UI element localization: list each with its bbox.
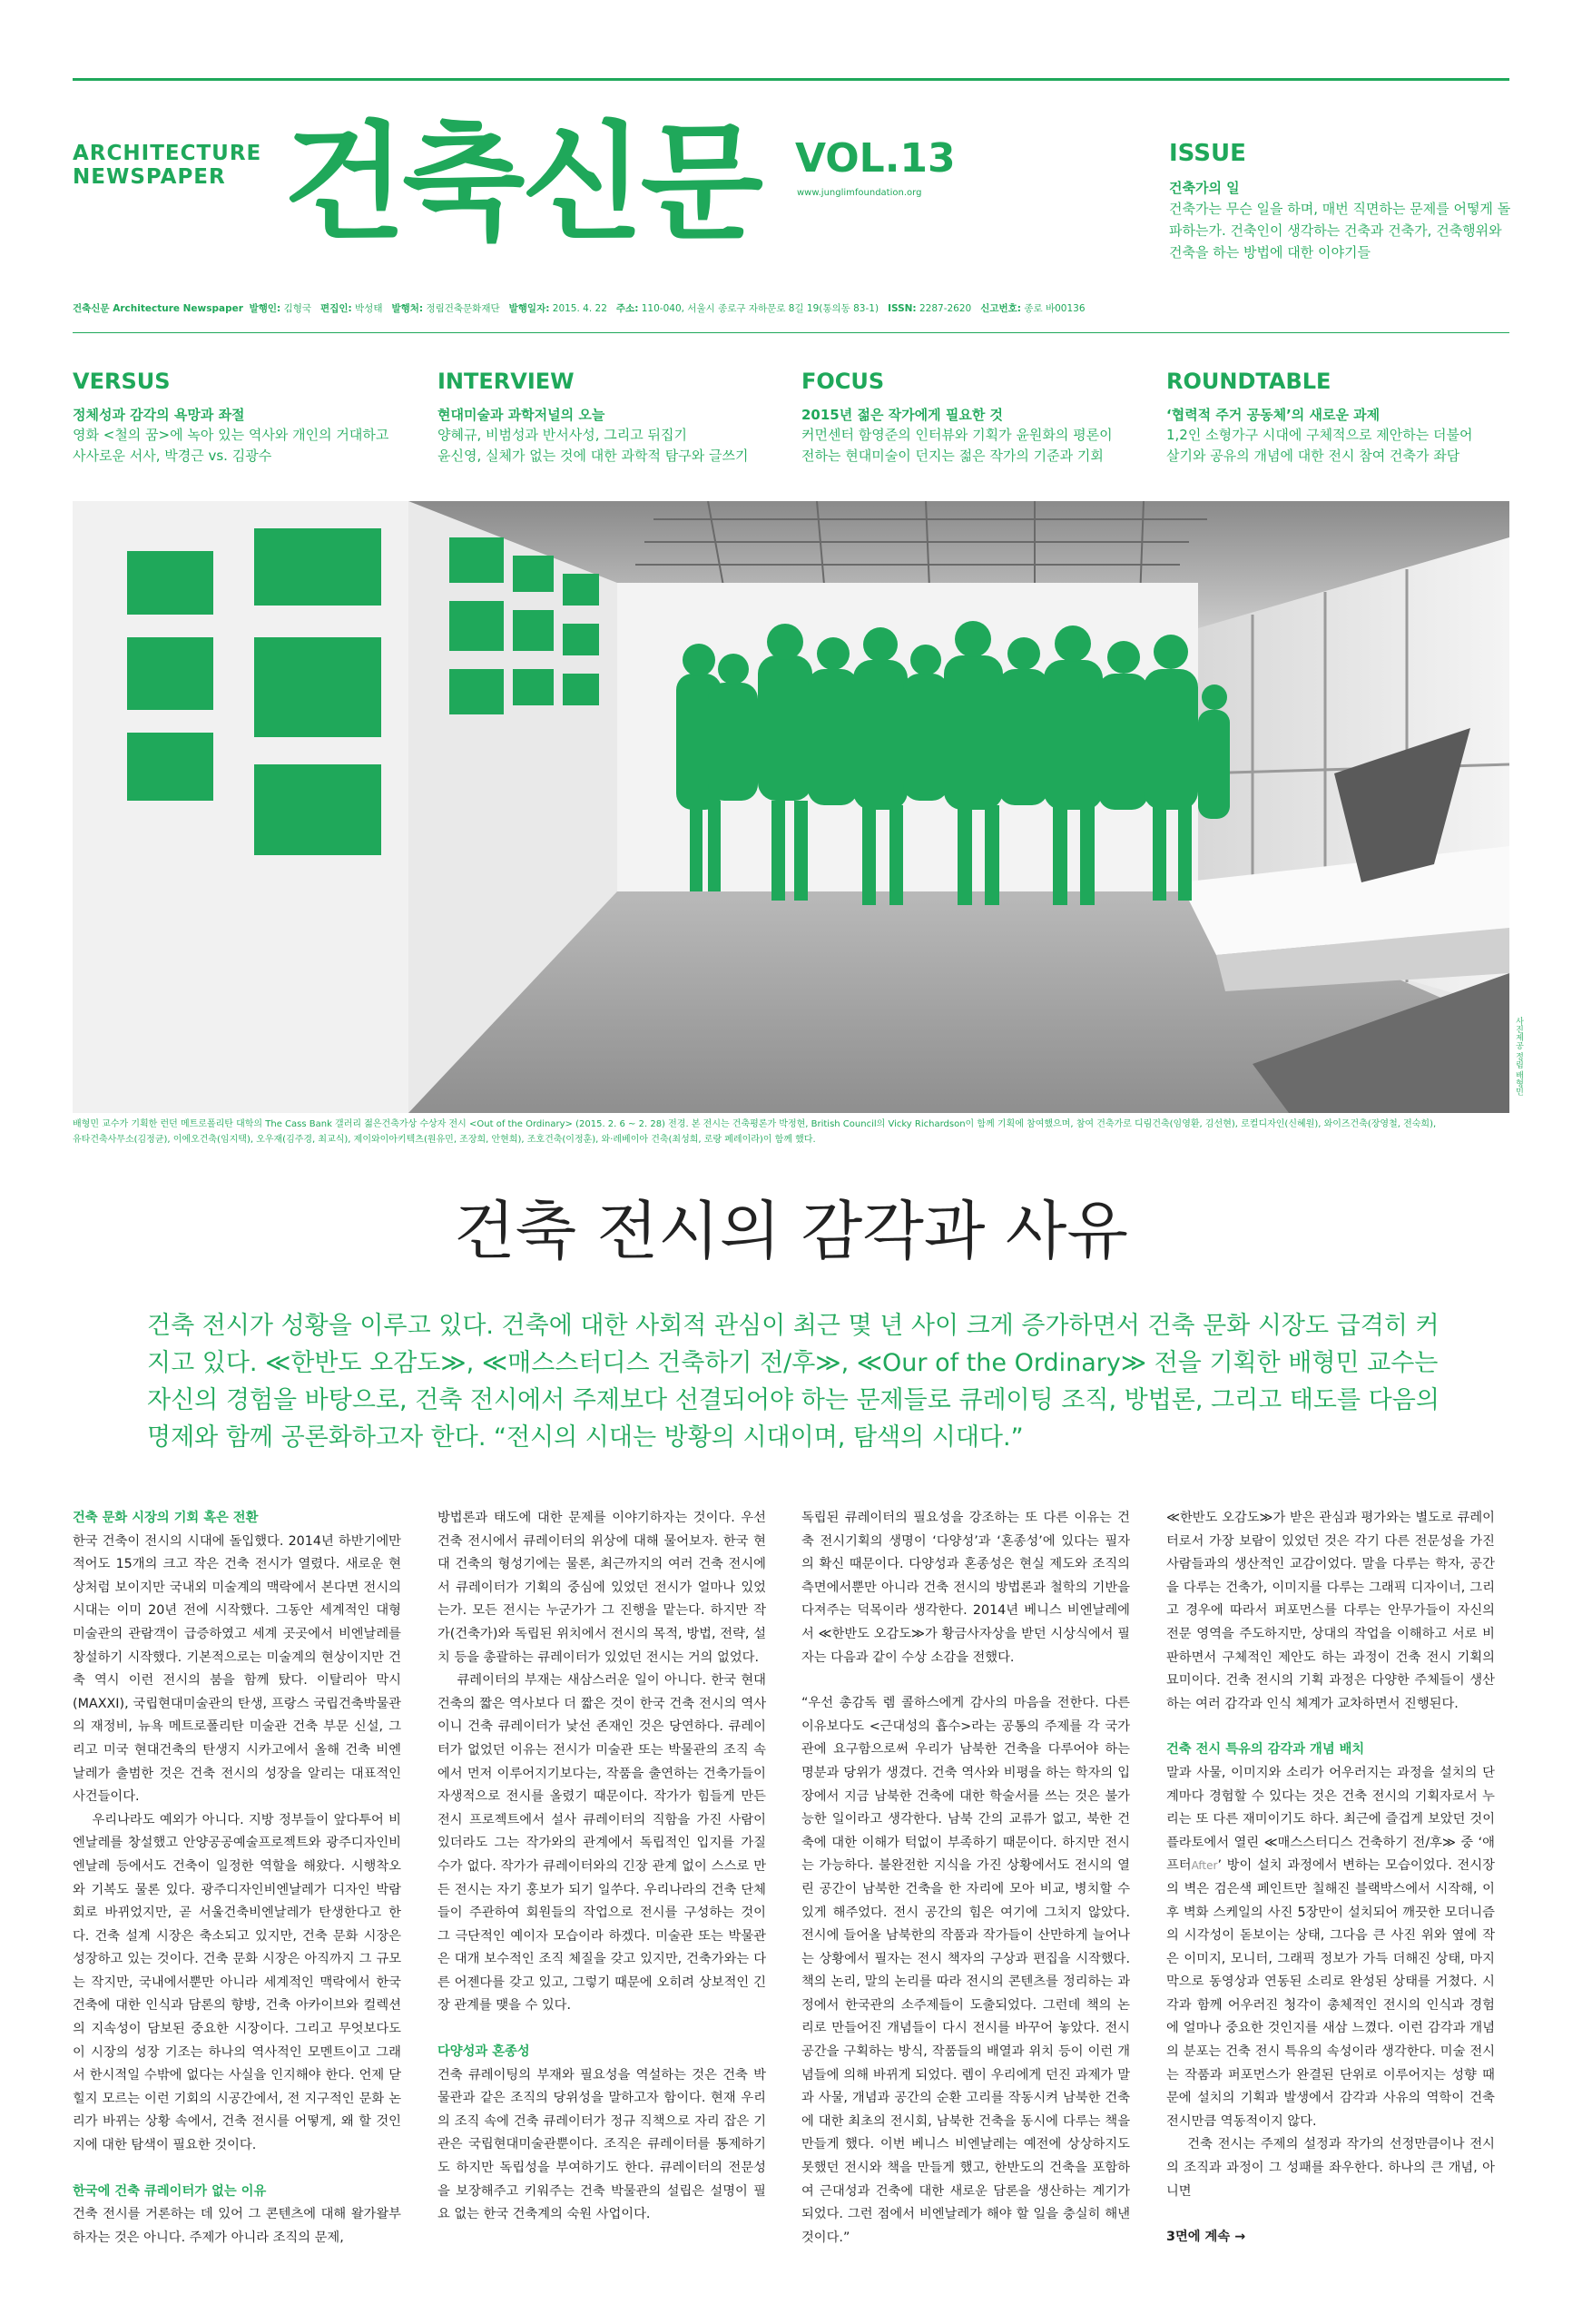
pub-label-address: 주소: — [615, 303, 639, 314]
paragraph — [1166, 2133, 1495, 2203]
website-url[interactable]: www.junglimfoundation.org — [797, 188, 922, 198]
section-line: 1,2인 소형가구 시대에 구체적으로 제안하는 더불어 — [1166, 427, 1473, 443]
section-line: 양혜규, 비범성과 반서사성, 그리고 뒤집기 — [437, 427, 687, 443]
paragraph-text: ’ 방이 설치 과정에서 변하는 모습이었다. 전시장의 벽은 검은색 페인트만 칠해진 블랙박스에서 시작해, 이후 벽화 스케일의 사진 5장만이 설치되어 깨끗한 모더니즘의 시각성이 돋보이는 상태, 그다음 큰 사진 위와 옆에 작은 이미지, 모니터, 그래픽 정보가 가득 더해진 상태, 마지막으로 동영상과 연동된 소리로 완성된 상태를 거쳤다. 시각과 함께 어우러진 청각이 총체적인 전시의 인식과 경험에 얼마나 중요한 것인지를 새삼 느꼈다. 이런 감각과 개념의 분포는 건축 전시 특유의 속성이라 생각한다. 미술 전시는 작품과 퍼포먼스가 완결된 단위로 이루어지는 성향 때문에 설치의 기획과 발생에서 감각과 사유의 역학이 건축 전시만큼 역동적이지 않다. — [1166, 1858, 1495, 2129]
section-rule — [73, 332, 1509, 333]
pub-label-publisher: 발행인: — [249, 303, 281, 314]
masthead-title: 건축신문 — [283, 110, 760, 258]
photo-credit: 사진제공 정림 배형민 — [1514, 1017, 1523, 1096]
pub-issn: 2287-2620 — [919, 303, 972, 314]
after-word: After — [1191, 1859, 1218, 1873]
section-line: 사사로운 서사, 박경근 vs. 김광수 — [73, 448, 272, 464]
exhibition-photo-illustration — [73, 501, 1509, 1113]
paragraph-text: 우리나라도 예외가 아니다. 지방 정부들이 앞다투어 비엔날레를 창설했고 안양공공예술프로젝트와 광주디자인비엔날레 등에서도 건축이 일정한 역할을 해왔다. 시행착오와 기복도 물론 있다. 광주디자인비엔날레가 디자인 박람회로 바뀌었지만, 곧 서울건축비엔날레가 탄생한다고 한다. 건축 설계 시장은 축소되고 있지만, 건축 문화 시장은 성장하고 있는 것이다. 건축 문화 시장은 아직까지 그 규모는 작지만, 국내에서뿐만 아니라 세계적인 맥락에서 한국 건축에 대한 인식과 담론의 향방, 건축 아카이브와 컬렉션의 지속성이 담보된 중요한 시장이다. 그리고 무엇보다도 이 시장의 성장 기조는 하나의 역사적인 모멘트이고 그래서 한시적일 수밖에 없다는 사실을 인지해야 한다. 언제 닫힐지 모르는 이런 기회의 시공간에서, 전 지구적인 문화 논리가 바뀌는 상황 속에서, 건축 전시를 어떻게, 왜 할 것인지에 대한 탐색이 필요한 것이다. — [73, 1812, 401, 2153]
pub-address: 110-040, 서울시 종로구 자하문로 8길 19(통의동 83-1) — [641, 303, 879, 314]
quote-paragraph: “우선 총감독 렘 콜하스에게 감사의 마음을 전한다. 다른 이유보다도 <근대성의 흡수>라는 공통의 주제를 각 국가관에 요구함으로써 우리가 남북한 건축을 다루어야 하는 명분과 당위가 생겼다. 건축 역사와 비평을 하는 학자의 입장에서 지금 남북한 건축에 대한 학술서를 쓰는 것은 불가능한 일이라고 생각한다. 남북 간의 교류가 없고, 북한 건축에 대한 이해가 턱없이 부족하기 때문이다. 하지만 전시는 가능하다. 불완전한 지식을 가진 상황에서도 전시의 열린 공간이 남북한 건축을 한 자리에 모아 비교, 병치할 수 있게 해주었다. 전시 공간의 힘은 여기에 그치지 않았다. 전시에 들어올 남북한의 작품과 작가들이 산만하게 늘어나는 상황에서 필자는 전시 책자의 구상과 편집을 시작했다. 책의 논리, 말의 논리를 따라 전시의 콘텐츠를 정리하는 과정에서 한국관의 소주제들이 도출되었다. 그런데 책의 논리로 만들어진 개념들이 다시 전시를 바꾸어 놓았다. 전시 공간을 구획하는 방식, 작품들의 배열과 위치 등이 이런 개념들에 의해 바뀌게 되었다. 렘이 우리에게 던진 과제가 말과 사물, 개념과 공간의 순환 고리를 작동시켜 남북한 건축에 대한 최초의 전시회, 남북한 건축을 동시에 다루는 책을 만들게 했다. 이번 베니스 비엔날레는 예전에 상상하지도 못했던 전시와 책을 만들게 했고, 한반도의 건축을 포함하여 근대성과 건축에 대한 새로운 담론을 생산하는 계기가 되었다. 그런 점에서 비엔날레가 해야 할 일을 충실히 해낸 것이다.” — [801, 1696, 1130, 2245]
section-line: 영화 <철의 꿈>에 녹아 있는 역사와 개인의 거대하고 — [73, 427, 389, 443]
masthead-label-line1: ARCHITECTURE — [73, 142, 262, 165]
section-versus[interactable] — [73, 367, 418, 467]
pub-label-date: 발행일자: — [508, 303, 550, 314]
issue-body: 건축가는 무슨 일을 하며, 매번 직면하는 문제를 어떻게 돌파하는가. 건축인이 생각하는 건축과 건축가, 건축행위와 건축을 하는 방법에 대한 이야기들 — [1169, 201, 1511, 261]
continue-link[interactable]: 3면에 계속 → — [1166, 2230, 1246, 2245]
issue-heading: ISSUE — [1169, 140, 1246, 167]
section-line: 커먼센터 함영준의 인터뷰와 기획가 윤원화의 평론이 — [801, 427, 1113, 443]
pub-name: 건축신문 Architecture Newspaper — [73, 303, 243, 314]
subheading: 한국에 건축 큐레이터가 없는 이유 — [73, 2183, 267, 2199]
paragraph: 방법론과 태도에 대한 문제를 이야기하자는 것이다. 우선 건축 전시에서 큐레이터의 위상에 대해 물어보자. 한국 현대 건축의 형성기에는 물론, 최근까지의 여러 건축 전시에서 큐레이터가 기획의 중심에 있었던 전시가 얼마나 있었는가. 모든 전시는 누군가가 그 진행을 맡는다. 하지만 작가(건축가)와 독립된 위치에서 전시의 목적, 방법, 전략, 설치 등을 총괄하는 큐레이터가 있었던 전시는 거의 없었다. — [437, 1511, 766, 1665]
subheading: 건축 문화 시장의 기회 혹은 전환 — [73, 1511, 259, 1525]
section-heading: FOCUS — [801, 369, 885, 394]
pub-publisher: 김형국 — [283, 303, 312, 314]
section-subtitle: 정체성과 감각의 욕망과 좌절 — [73, 407, 245, 423]
section-subtitle: ‘협력적 주거 공동체’의 새로운 과제 — [1166, 407, 1381, 423]
pub-issuer: 정림건축문화재단 — [426, 303, 500, 314]
article-headline: 건축 전시의 감각과 사유 — [454, 1194, 1128, 1268]
paragraph: 독립된 큐레이터의 필요성을 강조하는 또 다른 이유는 건축 전시기획의 생명이 ‘다양성’과 ‘혼종성’에 있다는 필자의 확신 때문이다. 다양성과 혼종성은 현실 제도와 조직의 측면에서뿐만 아니라 건축 전시의 방법론과 철학의 기반을 다져주는 덕목이라 생각한다. 2014년 베니스 비엔날레에서 ≪한반도 오감도≫가 황금사자상을 받던 시상식에서 필자는 다음과 같이 수상 소감을 전했다. — [801, 1511, 1130, 1665]
paragraph: 건축 전시를 거론하는 데 있어 그 콘텐츠에 대해 왈가왈부하자는 것은 아니다. 주제가 아니라 조직의 문제, — [73, 2207, 401, 2245]
top-rule — [73, 78, 1509, 81]
paragraph — [437, 1669, 766, 2018]
photo-caption — [73, 1117, 1498, 1147]
section-line: 전하는 현대미술이 던지는 젊은 작가의 기준과 기회 — [801, 448, 1104, 464]
pub-registration: 종로 바00136 — [1024, 303, 1086, 314]
article-column-1 — [73, 1507, 401, 2250]
exhibition-photo — [73, 501, 1509, 1113]
paragraph-text: 말과 사물, 이미지와 소리가 어우러지는 과정을 설치의 단계마다 경험할 수 있다는 것은 건축 전시의 기획자로서 누리는 또 다른 재미이기도 하다. 최근에 즐겁게 보았던 것이 플라토에서 열린 ≪매스스터디스 건축하기 전/후≫ 중 ‘애프터 — [1166, 1765, 1495, 1874]
volume-number: VOL.13 — [795, 135, 956, 182]
subheading: 다양성과 혼종성 — [437, 2044, 530, 2060]
article-column-4 — [1166, 1507, 1495, 2250]
section-subtitle: 2015년 젊은 작가에게 필요한 것 — [801, 407, 1004, 423]
section-heading: VERSUS — [73, 369, 171, 394]
section-focus[interactable] — [801, 367, 1146, 467]
paragraph — [1166, 1762, 1495, 2134]
pub-label-issn: ISSN: — [888, 303, 917, 314]
pub-label-issuer: 발행처: — [391, 303, 424, 314]
masthead-label-line2: NEWSPAPER — [73, 165, 226, 189]
section-subtitle: 현대미술과 과학저널의 오늘 — [437, 407, 605, 423]
section-roundtable[interactable] — [1166, 367, 1511, 467]
article-column-3 — [801, 1507, 1130, 2250]
paragraph-text: 건축 전시는 주제의 설정과 작가의 선정만큼이나 전시의 조직과 과정이 그 성패를 좌우한다. 하나의 큰 개념, 아니면 — [1166, 2137, 1495, 2199]
paragraph: 한국 건축이 전시의 시대에 돌입했다. 2014년 하반기에만 적어도 15개의 크고 작은 건축 전시가 열렸다. 새로운 현상처럼 보이지만 국내외 미술계의 맥락에서 본다면 전시의 시대는 이미 20년 전에 시작했다. 그동안 세계적인 대형 미술관의 관람객이 급증하였고 세계 곳곳에서 비엔날레를 창설하기 시작했다. 기본적으로는 미술계의 현상이지만 건축 역시 이런 전시의 붐을 함께 탔다. 이탈리아 막시(MAXXI), 국립현대미술관의 탄생, 프랑스 국립건축박물관의 재정비, 뉴욕 메트로폴리탄 미술관 건축 부문 신설, 그리고 미국 현대건축의 탄생지 시카고에서 올해 건축 비엔날레가 출범한 것은 건축 전시의 성장을 알리는 대표적인 사건들이다. — [73, 1533, 401, 1805]
article-column-2 — [437, 1507, 766, 2227]
section-heading: ROUNDTABLE — [1166, 369, 1331, 394]
paragraph: 건축 큐레이팅의 부재와 필요성을 역설하는 것은 건축 박물관과 같은 조직의 당위성을 말하고자 함이다. 현재 우리의 조직 속에 건축 큐레이터가 정규 직책으로 자리 잡은 기관은 국립현대미술관뿐이다. 조직은 큐레이터를 통제하기도 하지만 독립성을 부여하기도 한다. 큐레이터의 전문성을 보장해주고 키워주는 건축 박물관의 설립은 설명이 필요 없는 한국 건축계의 숙원 사업이다. — [437, 2067, 766, 2222]
issue-subtitle: 건축가의 일 — [1169, 180, 1240, 196]
pub-editor: 박성태 — [355, 303, 383, 314]
section-line: 살기와 공유의 개념에 대한 전시 참여 건축가 좌담 — [1166, 448, 1460, 464]
publication-info — [73, 301, 1086, 315]
article-lead: 건축 전시가 성황을 이루고 있다. 건축에 대한 사회적 관심이 최근 몇 년 사이 크게 증가하면서 건축 문화 시장도 급격히 커지고 있다. ≪한반도 오감도≫, ≪매스스터디스 건축하기 전/후≫, ≪Our of the Ordinary≫ 전을 기획한 배형민 교수는 자신의 경험을 바탕으로, 건축 전시에서 주제보다 선결되어야 하는 문제들로 큐레이팅 조직, 방법론, 그리고 태도를 다음의 명제와 함께 공론화하고자 한다. “전시의 시대는 방황의 시대이며, 탐색의 시대다.” — [147, 1312, 1440, 1452]
masthead-label — [73, 142, 261, 189]
section-interview[interactable] — [437, 367, 782, 467]
issue-box — [1169, 138, 1514, 263]
section-heading: INTERVIEW — [437, 369, 575, 394]
paragraph — [73, 1809, 401, 2158]
section-line: 윤신영, 실체가 없는 것에 대한 과학적 탐구와 글쓰기 — [437, 448, 749, 464]
subheading: 건축 전시 특유의 감각과 개념 배치 — [1166, 1742, 1365, 1758]
pub-date: 2015. 4. 22 — [552, 303, 607, 314]
paragraph-text: 큐레이터의 부재는 새삼스러운 일이 아니다. 한국 현대 건축의 짧은 역사보다 더 짧은 것이 한국 건축 전시의 역사이니 건축 큐레이터가 낯선 존재인 것은 당연하다. 큐레이터가 없었던 이유는 전시가 미술관 또는 박물관의 조직 속에서 먼저 이루어지기보다는, 작품을 출연하는 건축가들이 자생적으로 전시를 올렸기 때문이다. 작가가 힘들게 만든 전시 프로젝트에서 설사 큐레이터의 직함을 가진 사람이 있더라도 그는 작가와의 관계에서 독립적인 입지를 가질 수가 없다. 작가가 큐레이터와의 긴장 관계 없이 스스로 만든 전시는 자기 홍보가 되기 일쑤다. 우리나라의 건축 단체들이 주관하여 회원들의 작업으로 전시를 구성하는 것이 그 극단적인 예이자 모습이라 하겠다. 미술관 또는 박물관은 대개 보수적인 조직 체질을 갖고 있지만, 건축가와는 다른 어젠다를 갖고 있고, 그렇기 때문에 오히려 상보적인 긴장 관계를 맺을 수 있다. — [437, 1673, 766, 2014]
photo-caption-line: 배형민 교수가 기획한 런던 메트로폴리탄 대학의 The Cass Bank 갤러리 젊은건축가상 수상자 전시 <Out of the Ordinary> (2015. 2. 6 ~ 2. 28) 전경. 본 전시는 건축평론가 박정현, British Council의 Vicky Richardson이 함께 기획에 참여했으며, 참여 건축가로 디림건축(임영환, 김선현), 로컬디자인(신혜원), 와이즈건축(장영철, 전숙희), — [73, 1119, 1437, 1129]
photo-caption-line: 유타건축사무소(김정균), 이에오건축(임지택), 오우재(김주경, 최교식), 제이와이아키텍츠(원유민, 조장희, 안현희), 조호건축(이정훈), 와·레베이아 건축(최성희, 로랑 페레이라)이 함께 했다. — [73, 1135, 816, 1145]
pub-label-editor: 편집인: — [320, 303, 352, 314]
pub-label-registration: 신고번호: — [980, 303, 1021, 314]
paragraph: ≪한반도 오감도≫가 받은 관심과 평가와는 별도로 큐레이터로서 가장 보람이 있었던 것은 각기 다른 전문성을 가진 사람들과의 생산적인 교감이었다. 말을 다루는 학자, 공간을 다루는 건축가, 이미지를 다루는 그래픽 디자이너, 그리고 경우에 따라서 퍼포먼스를 다루는 안무가들이 자신의 전문 영역을 주도하지만, 상대의 작업을 이해하고 서로 비판하면서 구체적인 제안도 하는 과정이 건축 전시 기획의 묘미이다. 건축 전시의 기획 과정은 다양한 주체들이 생산하는 여러 감각과 인식 체계가 교차하면서 진행된다. — [1166, 1511, 1495, 1711]
